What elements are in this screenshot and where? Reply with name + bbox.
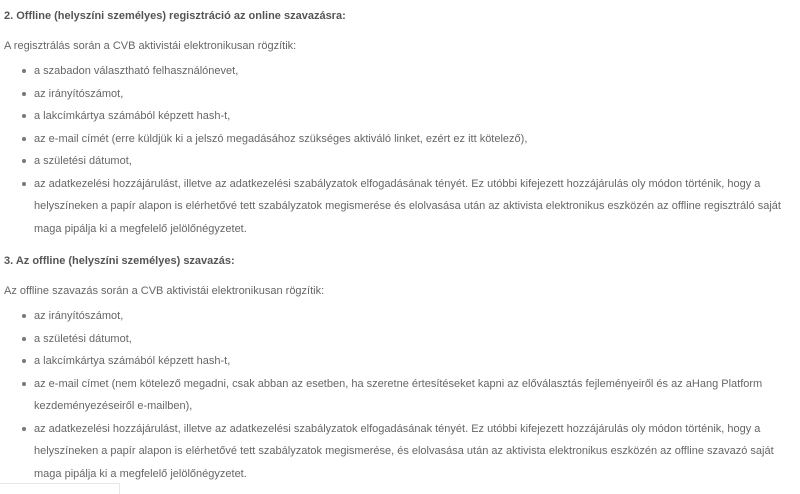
bottom-panel-edge xyxy=(0,483,120,494)
list-item: a szabadon választható felhasználónevet, xyxy=(19,60,796,83)
list-item: az e-mail címet (nem kötelező megadni, csak abban az esetben, ha szeretne értesítéseket kapni az előválasztás fejleményeiről és az aHang Platform kezdeményezéseiről e-mailben), xyxy=(19,373,796,418)
section-2-list xyxy=(4,60,796,240)
list-item: a lakcímkártya számából képzett hash-t, xyxy=(19,350,796,373)
section-3-intro: Az offline szavazás során a CVB aktivistái elektronikusan rögzítik: xyxy=(4,285,325,297)
section-2-intro: A regisztrálás során a CVB aktivistái elektronikusan rögzítik: xyxy=(4,40,297,52)
section-3-heading: 3. Az offline (helyszíni személyes) szavazás: xyxy=(4,255,235,267)
section-3-list xyxy=(4,305,796,485)
list-item: az adatkezelési hozzájárulást, illetve az adatkezelési szabályzatok elfogadásának tényét. Ez utóbbi kifejezett hozzájárulás oly módon történik, hogy a helyszíneken a papír alapon is elérhetővé tett szabályzatok megismerése és elolvasása után az aktivista elektronikus eszközén az offline regisztráló saját maga pipálja ki a megfelelő jelölőnégyzetet. xyxy=(19,173,796,241)
list-item: a lakcímkártya számából képzett hash-t, xyxy=(19,105,796,128)
section-2-heading: 2. Offline (helyszíni személyes) regisztráció az online szavazásra: xyxy=(4,10,346,22)
document-content xyxy=(4,0,796,485)
list-item: az irányítószámot, xyxy=(19,83,796,106)
list-item: az irányítószámot, xyxy=(19,305,796,328)
list-item: a születési dátumot, xyxy=(19,328,796,351)
list-item: az e-mail címét (erre küldjük ki a jelszó megadásához szükséges aktiváló linket, ezért ez itt kötelező), xyxy=(19,128,796,151)
list-item: a születési dátumot, xyxy=(19,150,796,173)
list-item: az adatkezelési hozzájárulást, illetve az adatkezelési szabályzatok elfogadásának tényét. Ez utóbbi kifejezett hozzájárulás oly módon történik, hogy a helyszíneken a papír alapon is elérhetővé tett szabályzatok megismerése, és elolvasása után az aktivista elektronikus eszközén az offline szavazó saját maga pipálja ki a megfelelő jelölőnégyzetet. xyxy=(19,418,796,486)
